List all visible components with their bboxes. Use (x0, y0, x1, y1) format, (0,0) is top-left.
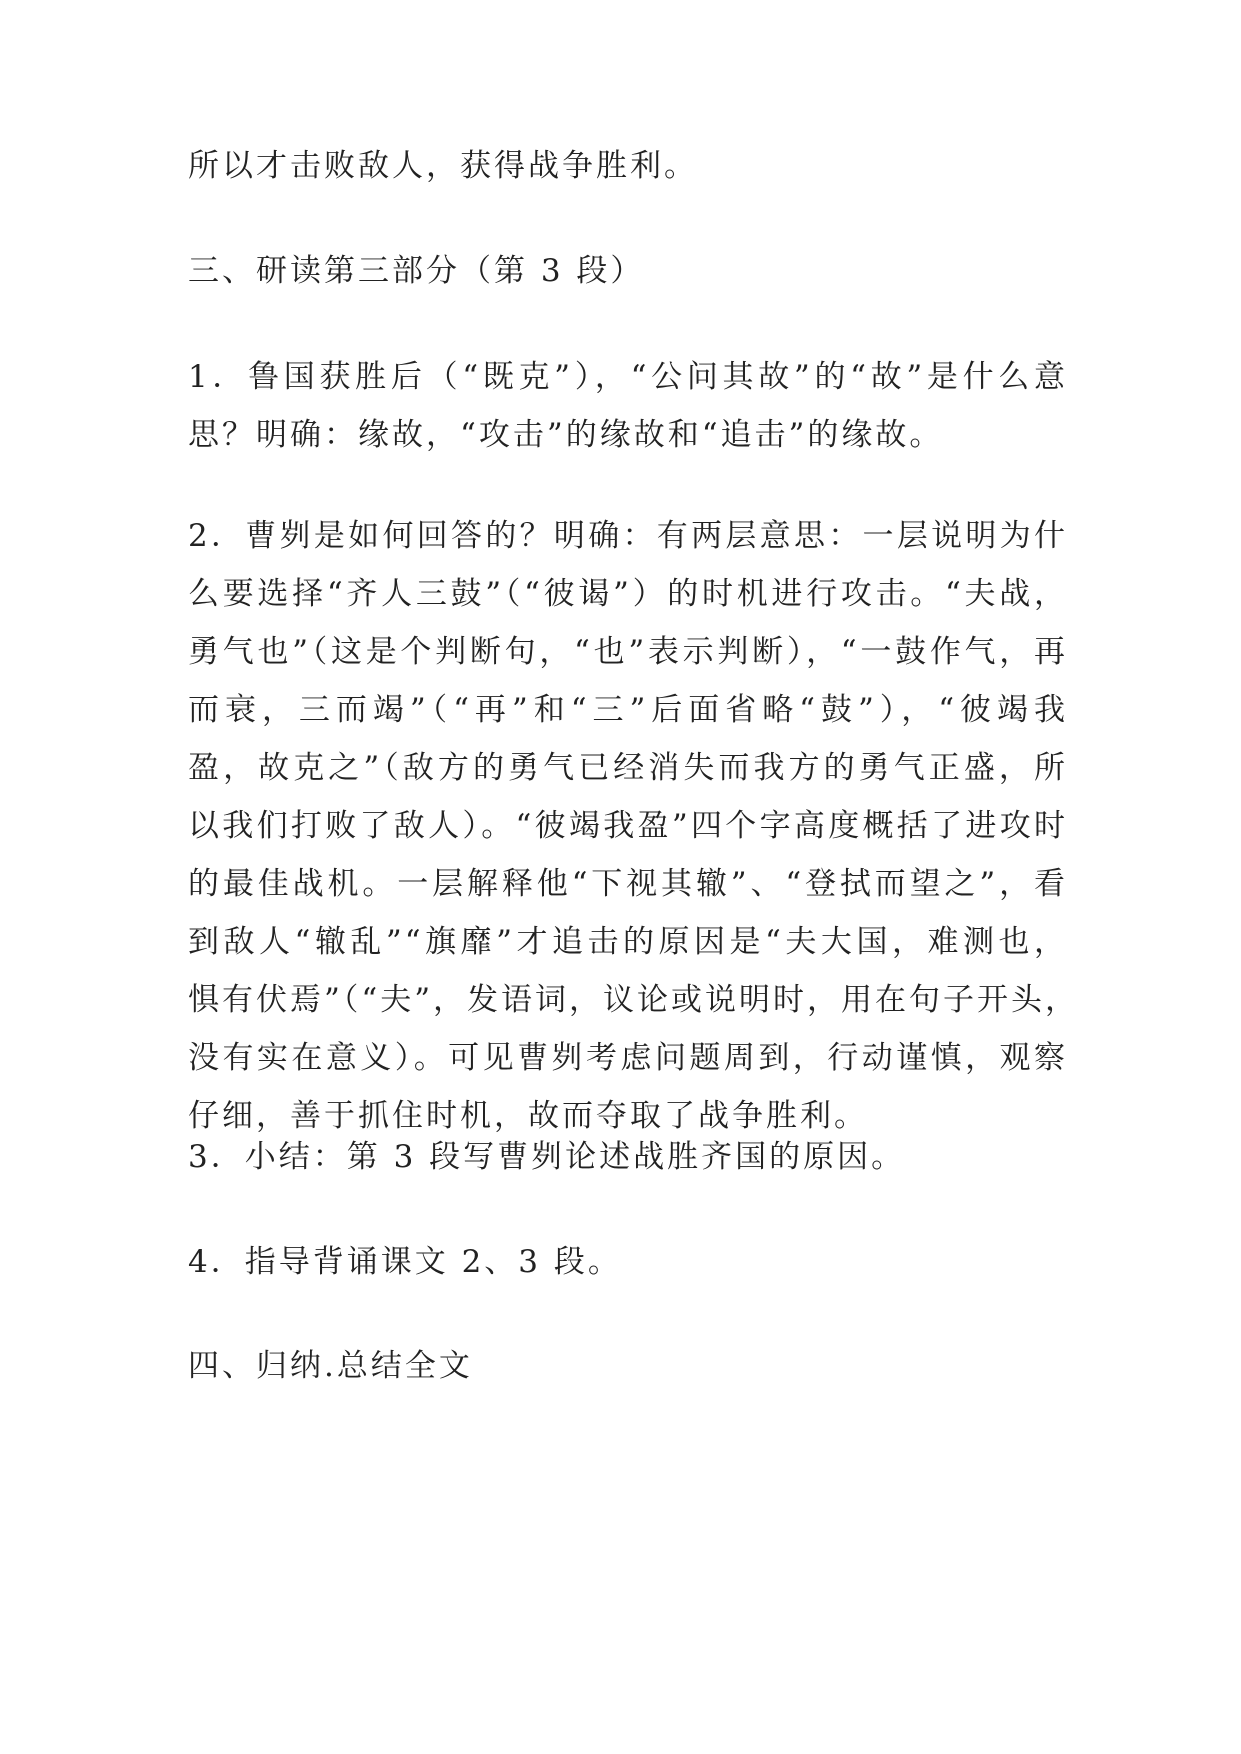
text-line: 以我们打败了敌人）。“彼竭我盈”四个字高度概括了进攻时 (188, 808, 1068, 844)
text-line: 所以才击败敌人，获得战争胜利。 (188, 148, 698, 184)
question-4 (188, 1233, 1068, 1291)
text-line: 到敌人“辙乱”“旗靡”才追击的原因是“夫大国，难测也， (188, 924, 1068, 960)
text-line: 1．鲁国获胜后（“既克”），“公问其故”的“故”是什么意 (188, 359, 1068, 395)
heading-text: 三、研读第三部分（第 3 段） (188, 253, 645, 289)
text-line: 仔细，善于抓住时机，故而夺取了战争胜利。 (188, 1098, 868, 1134)
text-line: 么要选择“齐人三鼓”（“彼谒”）的时机进行攻击。“夫战， (188, 576, 1068, 612)
section-heading-3 (188, 242, 1068, 300)
question-2 (188, 507, 1080, 1145)
section-heading-4 (188, 1337, 1068, 1395)
question-3 (188, 1128, 1068, 1186)
text-line: 3．小结：第 3 段写曹刿论述战胜齐国的原因。 (188, 1139, 906, 1175)
text-line: 思？明确：缘故，“攻击”的缘故和“追击”的缘故。 (188, 417, 944, 453)
text-line: 2．曹刿是如何回答的？明确：有两层意思：一层说明为什 (188, 518, 1068, 554)
text-line: 的最佳战机。一层解释他“下视其辙”、“登拭而望之”，看 (188, 866, 1068, 902)
paragraph-conclusion (188, 137, 1068, 195)
text-line: 没有实在意义）。可见曹刿考虑问题周到，行动谨慎，观察 (188, 1040, 1068, 1076)
text-line: 勇气也”（这是个判断句，“也”表示判断），“一鼓作气，再 (188, 634, 1068, 670)
heading-text: 四、归纳.总结全文 (188, 1348, 473, 1384)
text-line: 而衰，三而竭”（“再”和“三”后面省略“鼓”），“彼竭我 (188, 692, 1068, 728)
text-line: 4．指导背诵课文 2、3 段。 (188, 1244, 622, 1280)
text-line: 惧有伏焉”（“夫”，发语词，议论或说明时，用在句子开头， (188, 982, 1080, 1018)
text-line: 盈，故克之”（敌方的勇气已经消失而我方的勇气正盛，所 (188, 750, 1068, 786)
question-1 (188, 348, 1068, 464)
